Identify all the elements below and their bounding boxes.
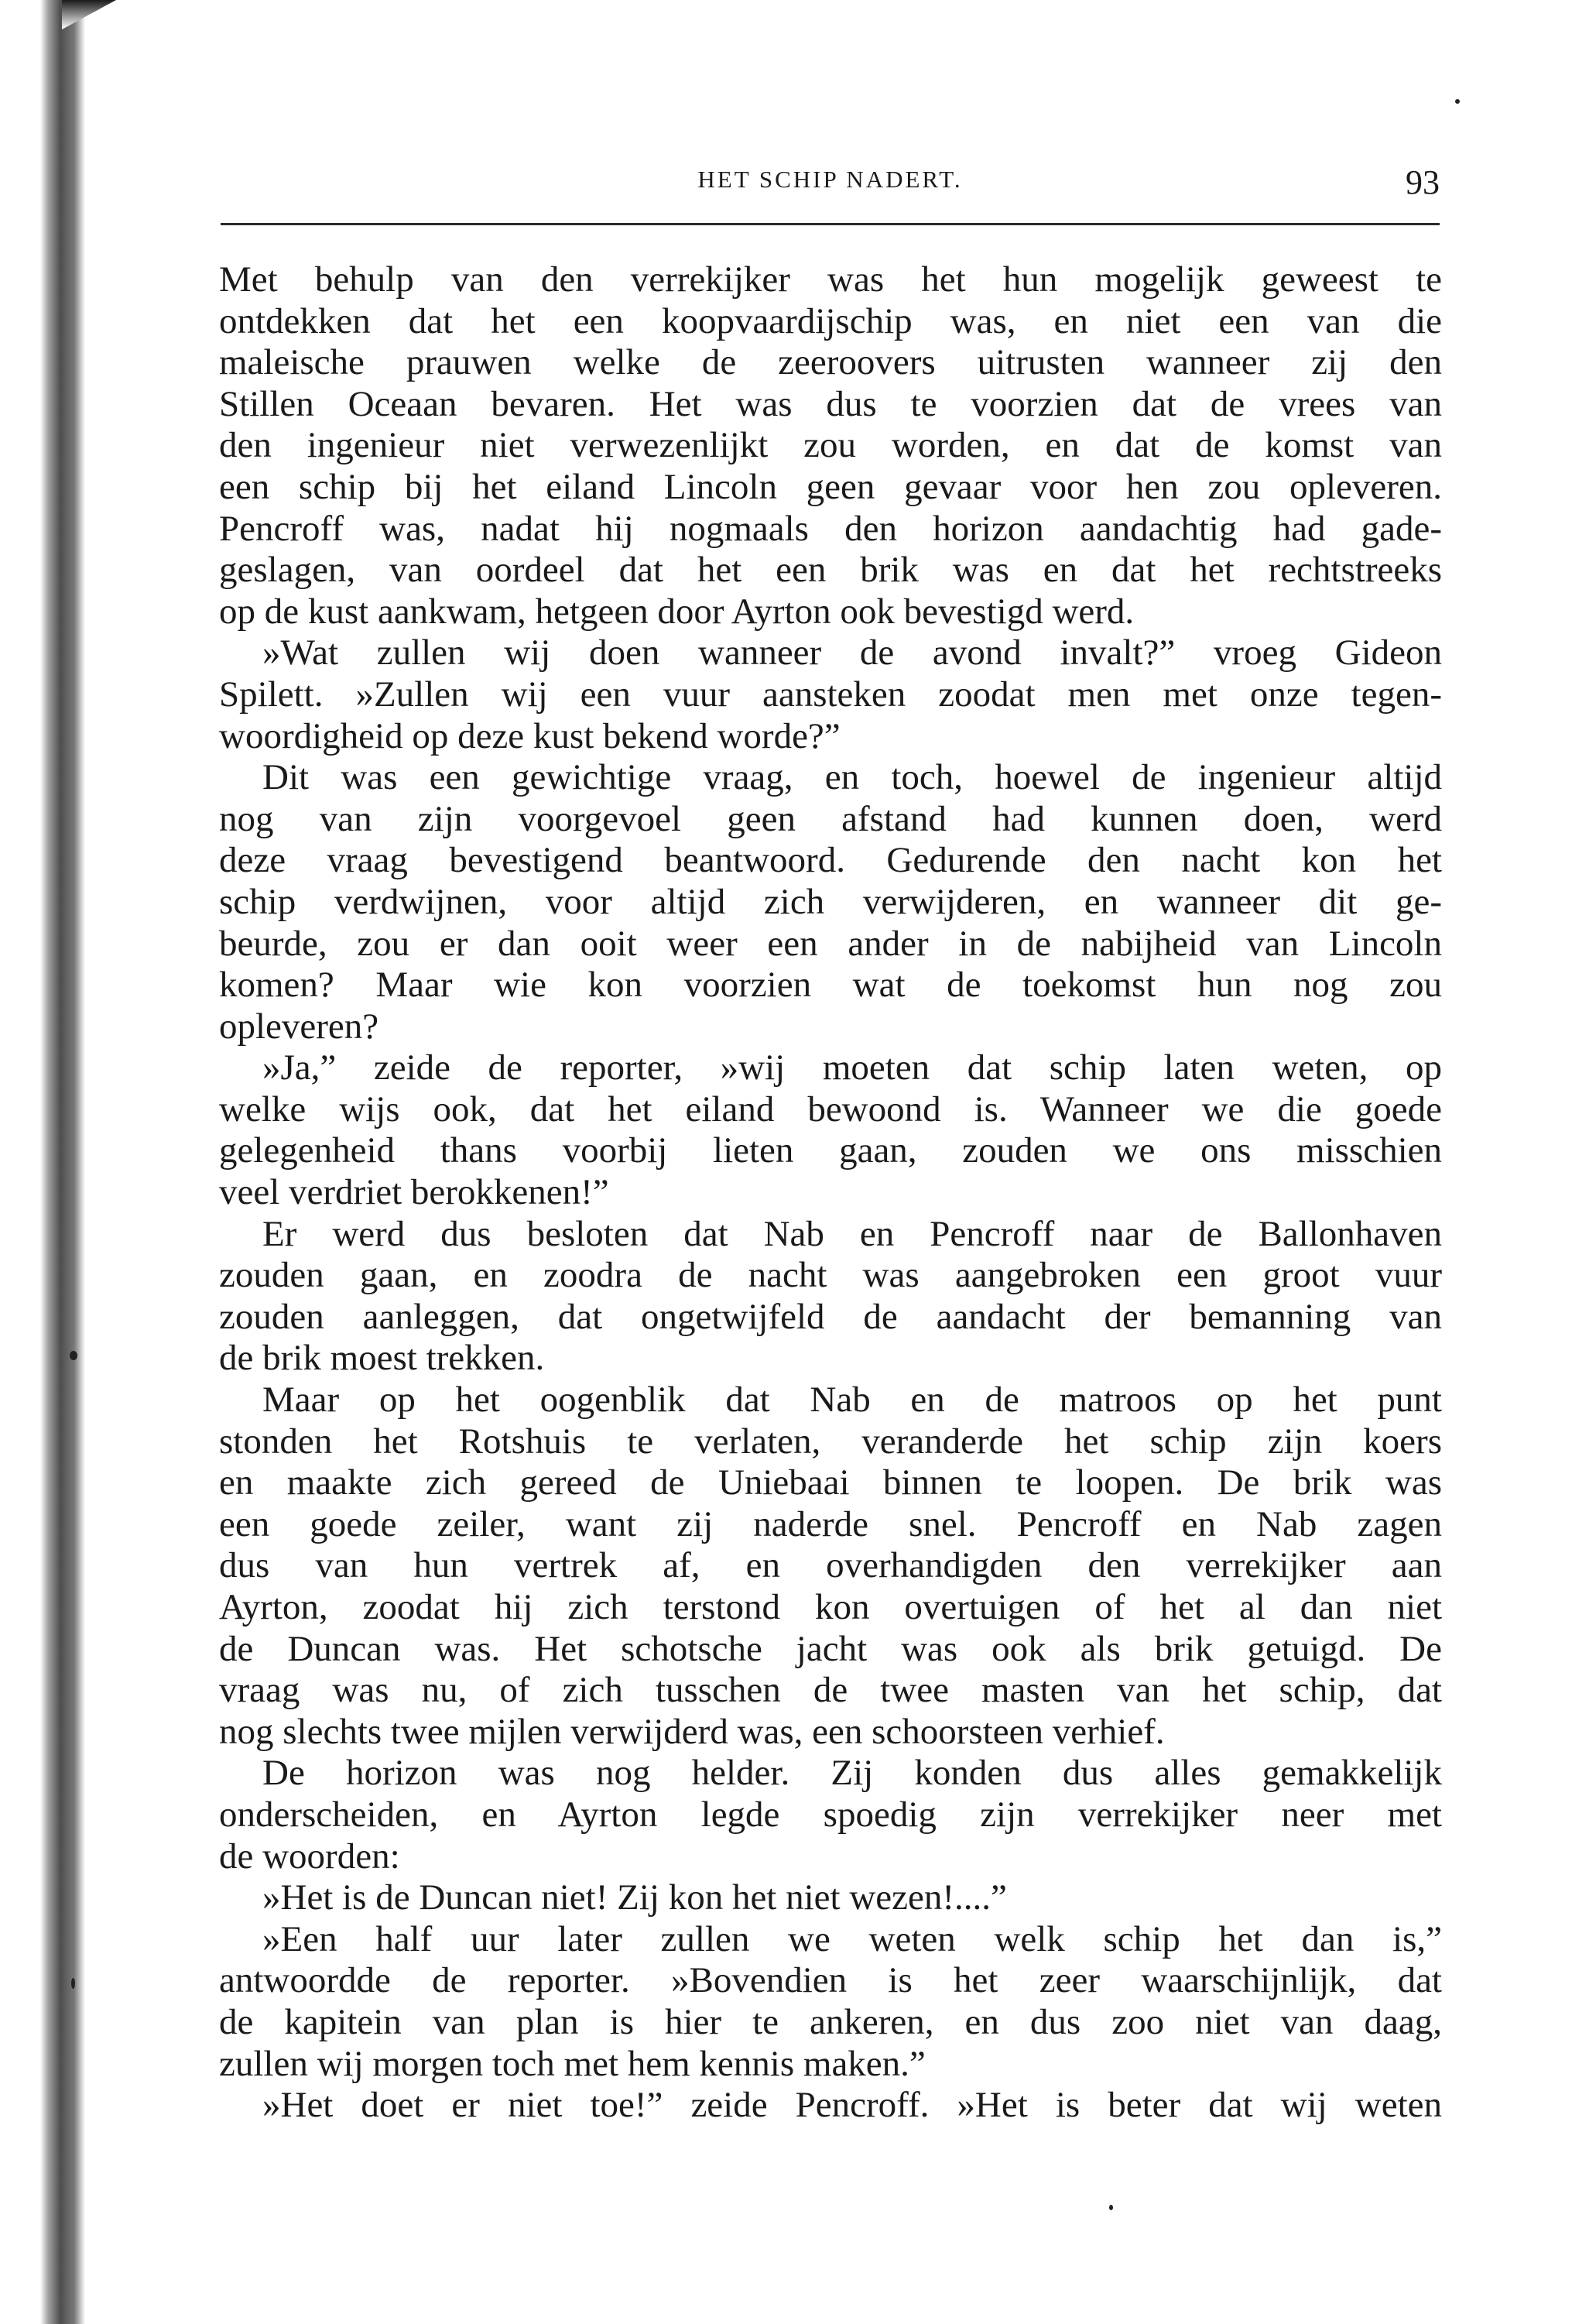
text-line: de woorden: (219, 1836, 400, 1877)
text-line: gelegenheid thans voorbij lieten gaan, zouden we ons misschien (219, 1130, 1442, 1171)
text-line: beurde, zou er dan ooit weer een ander in de nabijheid van Lincoln (219, 923, 1442, 964)
text-line: ontdekken dat het een koopvaardijschip was, en niet een van die (219, 300, 1442, 341)
text-line: deze vraag bevestigend beantwoord. Gedurende den nacht kon het (219, 840, 1442, 881)
text-line: »Een half uur later zullen we weten welk schip het dan is,” (262, 1918, 1442, 1959)
page-number: 93 (1406, 163, 1440, 201)
page-header (221, 163, 1440, 212)
text-line: Dit was een gewichtige vraag, en toch, hoewel de ingenieur altijd (262, 757, 1442, 798)
text-line: dus van hun vertrek af, en overhandigden den verrekijker aan (219, 1545, 1442, 1586)
text-line: stonden het Rotshuis te verlaten, veranderde het schip zijn koers (219, 1421, 1442, 1462)
text-line: schip verdwijnen, voor altijd zich verwijderen, en wanneer dit ge- (219, 881, 1442, 922)
text-line: den ingenieur niet verwezenlijkt zou worden, en dat de komst van (219, 425, 1442, 466)
text-line: De horizon was nog helder. Zij konden dus alles gemakkelijk (262, 1753, 1442, 1794)
text-line: Pencroff was, nadat hij nogmaals den horizon aandachtig had gade- (219, 508, 1442, 549)
header-rule (221, 223, 1440, 225)
text-line: en maakte zich gereed de Uniebaai binnen te loopen. De brik was (219, 1462, 1442, 1503)
text-line: antwoordde de reporter. »Bovendien is het zeer waarschijnlijk, dat (219, 1960, 1442, 2001)
speck-mark (1109, 2205, 1113, 2210)
text-line: »Ja,” zeide de reporter, »wij moeten dat schip laten weten, op (262, 1047, 1442, 1088)
text-line: »Wat zullen wij doen wanneer de avond invalt?” vroeg Gideon (262, 632, 1442, 674)
text-line: Er werd dus besloten dat Nab en Pencroff naar de Ballonhaven (262, 1213, 1442, 1254)
text-line: nog slechts twee mijlen verwijderd was, een schoorsteen verhief. (219, 1711, 1165, 1752)
text-line: zouden aanleggen, dat ongetwijfeld de aandacht der bemanning van (219, 1296, 1442, 1337)
body-text (219, 259, 1442, 2127)
text-line: zullen wij morgen toch met hem kennis maken.” (219, 2043, 926, 2084)
speck-mark (1455, 99, 1460, 104)
text-line: Ayrton, zoodat hij zich terstond kon overtuigen of het al dan niet (219, 1587, 1442, 1627)
text-line: de kapitein van plan is hier te ankeren, en dus zoo niet van daag, (219, 2001, 1442, 2042)
running-title: HET SCHIP NADERT. (697, 166, 963, 193)
text-line: veel verdriet berokkenen!” (219, 1172, 609, 1213)
text-line: Maar op het oogenblik dat Nab en de matroos op het punt (262, 1380, 1442, 1421)
book-spine-shadow (0, 0, 85, 2324)
text-line: op de kust aankwam, hetgeen door Ayrton ook bevestigd werd. (219, 591, 1135, 632)
text-line: een goede zeiler, want zij naderde snel. Pencroff en Nab zagen (219, 1503, 1442, 1544)
text-line: Stillen Oceaan bevaren. Het was dus te voorzien dat de vrees van (219, 383, 1442, 424)
text-line: komen? Maar wie kon voorzien wat de toekomst hun nog zou (219, 965, 1442, 1006)
text-line: onderscheiden, en Ayrton legde spoedig zijn verrekijker neer met (219, 1794, 1442, 1835)
text-line: nog van zijn voorgevoel geen afstand had kunnen doen, werd (219, 798, 1442, 839)
text-line: welke wijs ook, dat het eiland bewoond is. Wanneer we die goede (219, 1088, 1442, 1129)
text-line: zouden gaan, en zoodra de nacht was aangebroken een groot vuur (219, 1255, 1442, 1296)
text-line: woordigheid op deze kust bekend worde?” (219, 715, 841, 756)
text-line: de Duncan was. Het schotsche jacht was ook als brik getuigd. De (219, 1628, 1442, 1669)
text-line: maleische prauwen welke de zeeroovers uitrusten wanneer zij den (219, 342, 1442, 383)
text-line: de brik moest trekken. (219, 1338, 545, 1379)
text-line: vraag was nu, of zich tusschen de twee masten van het schip, dat (219, 1670, 1442, 1711)
text-line: »Het is de Duncan niet! Zij kon het niet wezen!....” (262, 1877, 1007, 1918)
speck-mark (70, 1351, 77, 1360)
text-line: geslagen, van oordeel dat het een brik was en dat het rechtstreeks (219, 550, 1442, 591)
book-corner-shadow (62, 0, 116, 29)
text-line: Spilett. »Zullen wij een vuur aansteken zoodat men met onze tegen- (219, 674, 1442, 715)
text-line: opleveren? (219, 1006, 379, 1047)
speck-mark (71, 1978, 75, 1989)
text-line: een schip bij het eiland Lincoln geen gevaar voor hen zou opleveren. (219, 466, 1442, 507)
text-line: »Het doet er niet toe!” zeide Pencroff. »Het is beter dat wij weten (262, 2085, 1442, 2126)
text-line: Met behulp van den verrekijker was het hun mogelijk geweest te (219, 259, 1442, 300)
